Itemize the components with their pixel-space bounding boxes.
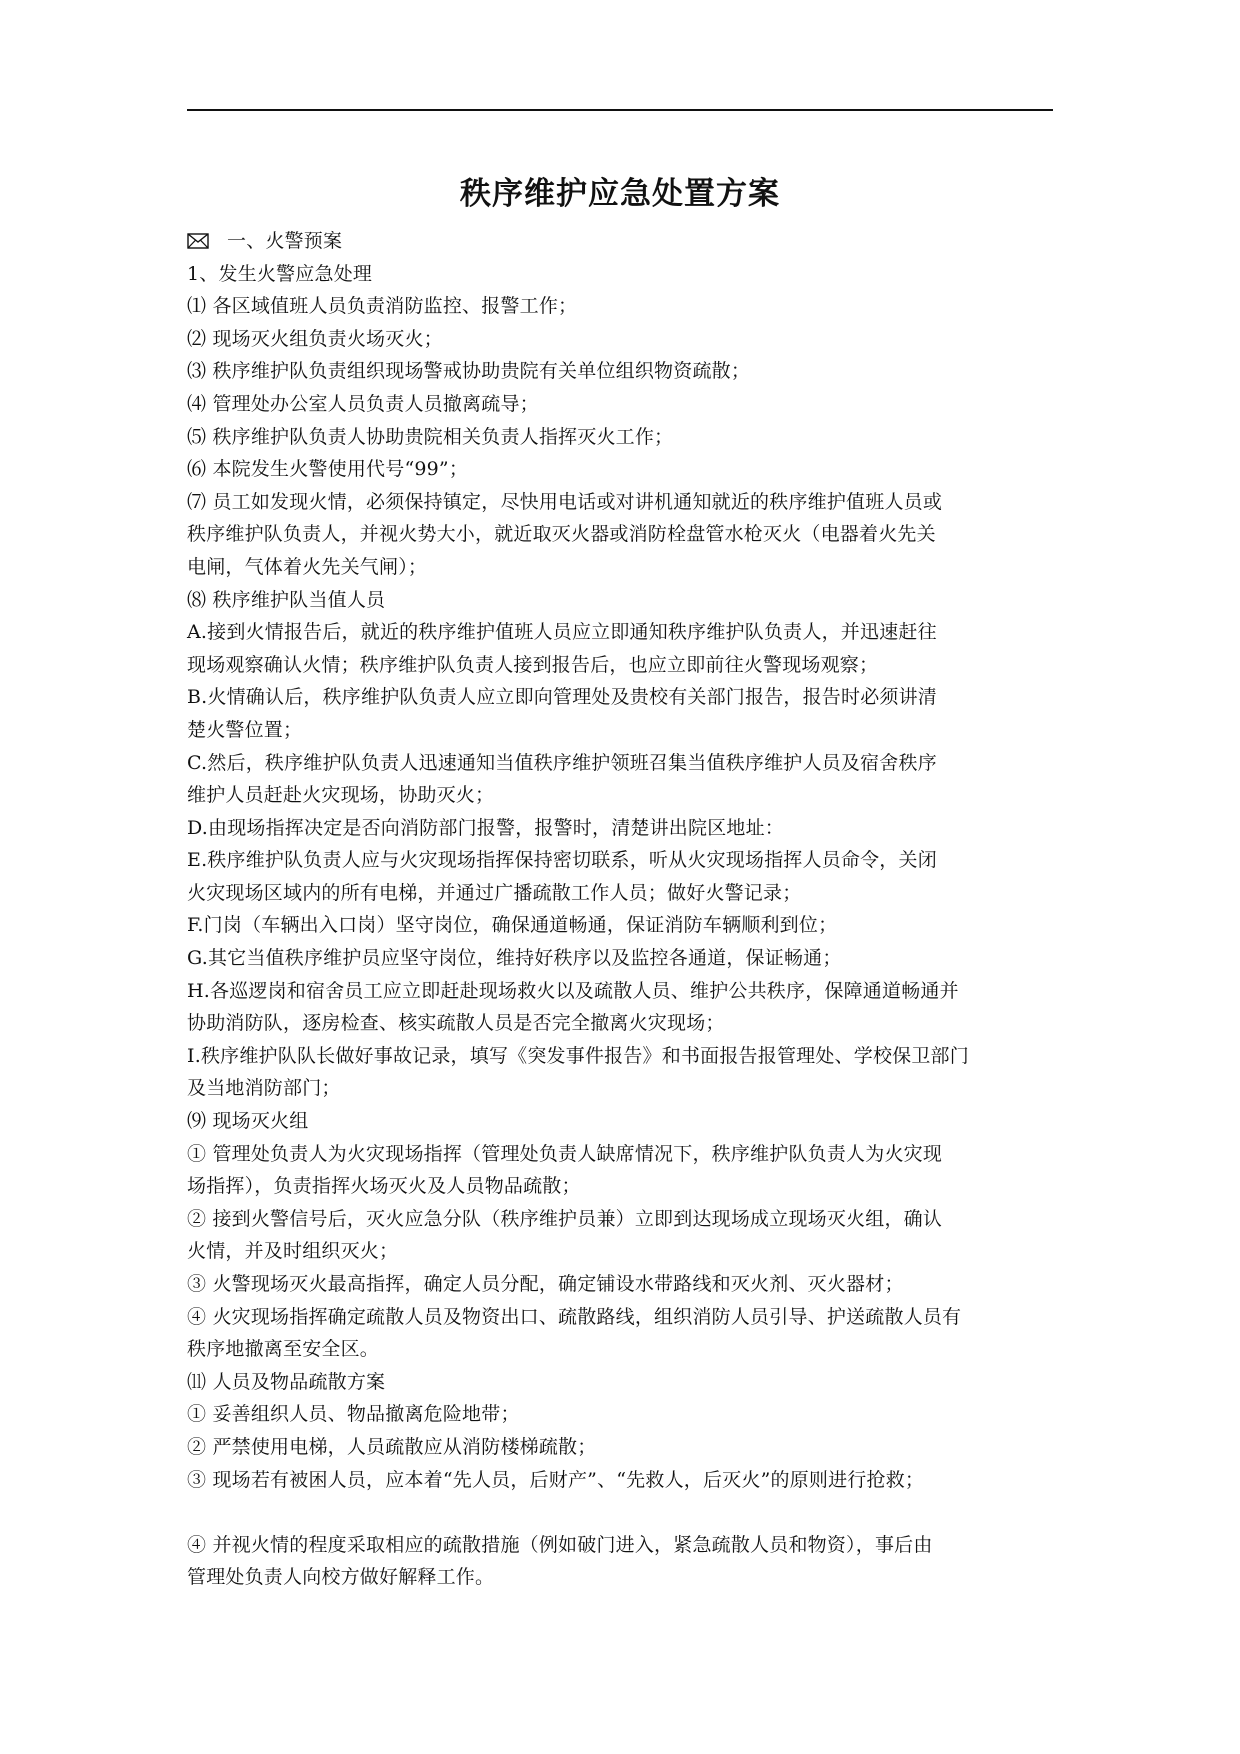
text-line: ① 管理处负责人为火灾现场指挥（管理处负责人缺席情况下，秩序维护队负责人为火灾现 <box>187 1142 943 1165</box>
text-line: A.接到火情报告后，就近的秩序维护值班人员应立即通知秩序维护队负责人，并迅速赶往 <box>187 621 937 644</box>
header-rule <box>187 109 1053 111</box>
text-line: ⑶ 秩序维护队负责组织现场警戒协助贵院有关单位组织物资疏散； <box>187 360 751 383</box>
text-line: B.火情确认后，秩序维护队负责人应立即向管理处及贵校有关部门报告，报告时必须讲清 <box>187 686 938 709</box>
text-line: ⑵ 现场灭火组负责火场灭火； <box>187 327 443 350</box>
text-line: I.秩序维护队队长做好事故记录，填写《突发事件报告》和书面报告报管理处、学校保卫部门 <box>187 1044 969 1067</box>
text-line: ② 严禁使用电梯，人员疏散应从消防楼梯疏散； <box>187 1435 597 1458</box>
text-line: 维护人员赶赴火灾现场，协助灭火； <box>187 784 495 807</box>
text-line: E.秩序维护队负责人应与火灾现场指挥保持密切联系，听从火灾现场指挥人员命令，关闭 <box>187 849 937 872</box>
text-line: D.由现场指挥决定是否向消防部门报警，报警时，清楚讲出院区地址： <box>187 816 784 839</box>
text-line: 协助消防队，逐房检查、核实疏散人员是否完全撤离火灾现场； <box>187 1012 725 1035</box>
text-line: ④ 并视火情的程度采取相应的疏散措施（例如破门进入，紧急疏散人员和物资），事后由 <box>187 1533 933 1556</box>
text-line: 管理处负责人向校方做好解释工作。 <box>187 1566 495 1589</box>
section-heading: 一、火警预案 <box>227 230 343 252</box>
text-line: 秩序地撤离至安全区。 <box>187 1338 380 1361</box>
text-line: G.其它当值秩序维护员应坚守岗位，维持好秩序以及监控各通道，保证畅通； <box>187 947 842 970</box>
text-line: ⑼ 现场灭火组 <box>187 1110 309 1133</box>
text-line: ③ 现场若有被困人员，应本着“先人员，后财产”、“先救人，后灭火”的原则进行抢救； <box>187 1468 925 1491</box>
text-line: 1、发生火警应急处理 <box>187 262 373 285</box>
text-line: 秩序维护队负责人，并视火势大小，就近取灭火器或消防栓盘管水枪灭火（电器着火先关 <box>187 523 936 546</box>
text-line: ⑺ 员工如发现火情，必须保持镇定，尽快用电话或对讲机通知就近的秩序维护值班人员或 <box>187 490 943 513</box>
text-line: 火灾现场区域内的所有电梯，并通过广播疏散工作人员；做好火警记录； <box>187 881 802 904</box>
text-line: ⑻ 秩序维护队当值人员 <box>187 588 386 611</box>
text-line: ⑷ 管理处办公室人员负责人员撤离疏导； <box>187 392 539 415</box>
text-line: ⑾ 人员及物品疏散方案 <box>187 1370 386 1393</box>
text-line: 及当地消防部门； <box>187 1077 341 1100</box>
section-heading-row <box>187 225 1057 258</box>
text-line: 现场观察确认火情；秩序维护队负责人接到报告后，也应立即前往火警现场观察； <box>187 653 879 676</box>
document-body <box>187 225 1057 1594</box>
text-line: F.门岗（车辆出入口岗）坚守岗位，确保通道畅通，保证消防车辆顺利到位； <box>187 914 838 937</box>
text-line: ④ 火灾现场指挥确定疏散人员及物资出口、疏散路线，组织消防人员引导、护送疏散人员有 <box>187 1305 962 1328</box>
envelope-icon <box>187 233 209 249</box>
text-line: ② 接到火警信号后，灭火应急分队（秩序维护员兼）立即到达现场成立现场灭火组，确认 <box>187 1207 943 1230</box>
text-line: ③ 火警现场灭火最高指挥，确定人员分配，确定铺设水带路线和灭火剂、灭火器材； <box>187 1273 904 1295</box>
text-line: ⑴ 各区域值班人员负责消防监控、报警工作； <box>187 295 578 318</box>
text-line: C.然后，秩序维护队负责人迅速通知当值秩序维护领班召集当值秩序维护人员及宿舍秩序 <box>187 751 937 774</box>
text-line: 火情，并及时组织灭火； <box>187 1240 399 1263</box>
text-line: H.各巡逻岗和宿舍员工应立即赶赴现场救火以及疏散人员、维护公共秩序，保障通道畅通并 <box>187 979 959 1002</box>
text-line: ⑸ 秩序维护队负责人协助贵院相关负责人指挥灭火工作； <box>187 425 674 448</box>
text-line: ⑹ 本院发生火警使用代号“99”； <box>187 458 469 481</box>
text-line: 场指挥），负责指挥火场灭火及人员物品疏散； <box>187 1175 581 1198</box>
blank-line <box>187 1496 1057 1529</box>
text-line: 楚火警位置； <box>187 718 303 741</box>
document-title: 秩序维护应急处置方案 <box>460 176 780 212</box>
text-line: ① 妥善组织人员、物品撤离危险地带； <box>187 1403 520 1426</box>
text-line: 电闸，气体着火先关气闸）； <box>187 555 428 578</box>
